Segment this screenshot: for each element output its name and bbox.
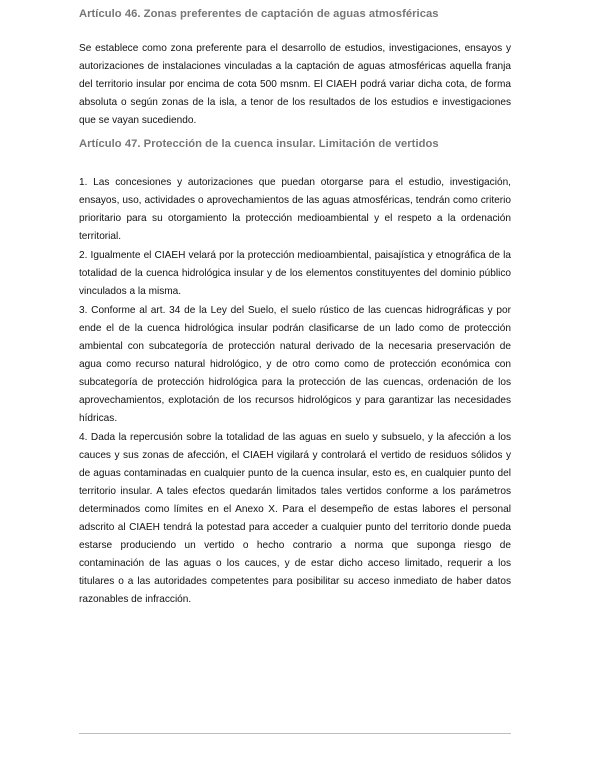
- article-47-paragraph-2: 2. Igualmente el CIAEH velará por la protección medioambiental, paisajística y etnográfica de la totalidad de la cuenca hidrológica insular y de los elementos constituyentes del dominio público vinculados a la misma.: [79, 250, 511, 297]
- footer-divider: [79, 733, 511, 734]
- article-47-paragraph-1: 1. Las concesiones y autorizaciones que puedan otorgarse para el estudio, investigación, ensayos, uso, actividades o aprovechamientos de las aguas atmosféricas, tendrán como criterio prioritario para su otorgamiento la protección medioambiental y el respeto a la ordenación territorial.: [79, 177, 511, 242]
- article-46-paragraph: Se establece como zona preferente para el desarrollo de estudios, investigaciones, ensayos y autorizaciones de instalaciones vinculadas a la captación de aguas atmosféricas aquella franja del territorio insular por encima de cota 500 msnm. El CIAEH podrá variar dicha cota, de forma absoluta o según zonas de la isla, a tenor de los resultados de los estudios e investigaciones que se vayan sucediendo.: [79, 43, 511, 126]
- article-47-paragraph-3: 3. Conforme al art. 34 de la Ley del Suelo, el suelo rústico de las cuencas hidrográficas y por ende el de la cuenca hidrológica insular podrán clasificarse de un lado como de protección ambiental con subcategoría de protección natural derivado de la necesaria preservación de agua como recurso natural hidrológico, y de otro como como de protección económica con subcategoría de protección hidrológica para la protección de las cuencas, ordenación de los aprovechamientos, explotación de los recursos hidrológicos y para garantizar las necesidades hídricas.: [79, 305, 511, 424]
- article-46-heading: Artículo 46. Zonas preferentes de captación de aguas atmosféricas: [79, 8, 439, 20]
- article-47-paragraph-4: 4. Dada la repercusión sobre la totalidad de las aguas en suelo y subsuelo, y la afección a los cauces y sus zonas de afección, el CIAEH vigilará y controlará el vertido de residuos sólidos y de aguas contaminadas en cualquier punto de la cuenca insular, esto es, en cualquier punto del territorio insular. A tales efectos quedarán limitados tales vertidos conforme a los parámetros determinados como límites en el Anexo X. Para el desempeño de estas labores el personal adscrito al CIAEH tendrá la potestad para acceder a cualquier punto del territorio donde pueda estarse produciendo un vertido o hecho contrario a norma que suponga riesgo de contaminación de las aguas o los cauces, y de estar dicho acceso limitado, requerir a los titulares o a las autoridades competentes para posibilitar su acceso inmediato de haber datos razonables de infracción.: [79, 432, 511, 605]
- article-47-heading: Artículo 47. Protección de la cuenca insular. Limitación de vertidos: [79, 138, 439, 150]
